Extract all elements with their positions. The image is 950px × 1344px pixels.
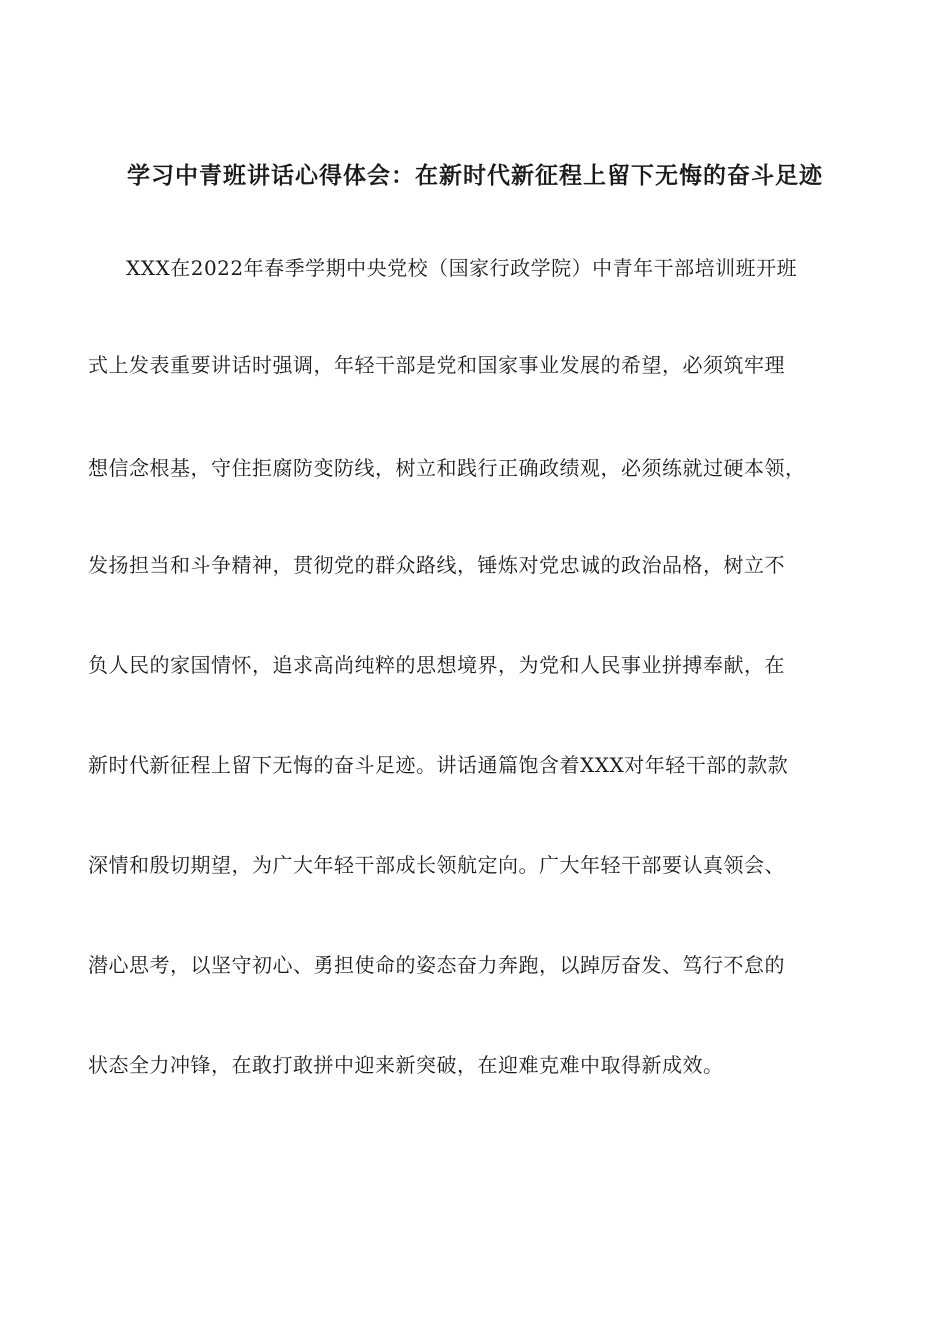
paragraph-line-2: 式上发表重要讲话时强调，年轻干部是党和国家事业发展的希望，必须筑牢理 (88, 353, 785, 377)
paragraph-line-4: 发扬担当和斗争精神，贯彻党的群众路线，锤炼对党忠诚的政治品格，树立不 (88, 553, 785, 577)
paragraph-line-9: 状态全力冲锋，在敢打敢拼中迎来新突破，在迎难克难中取得新成效。 (88, 1053, 724, 1077)
paragraph-line-5: 负人民的家国情怀，追求高尚纯粹的思想境界，为党和人民事业拼搏奉献，在 (88, 653, 785, 677)
paragraph-line-6: 新时代新征程上留下无悔的奋斗足迹。讲话通篇饱含着XXX对年轻干部的款款 (88, 753, 789, 777)
paragraph-line-3: 想信念根基，守住拒腐防变防线，树立和践行正确政绩观，必须练就过硬本领， (88, 456, 806, 480)
paragraph-line-7: 深情和殷切期望，为广大年轻干部成长领航定向。广大年轻干部要认真领会、 (88, 853, 785, 877)
document-title: 学习中青班讲话心得体会：在新时代新征程上留下无悔的奋斗足迹 (127, 163, 823, 189)
paragraph-line-8: 潜心思考，以坚守初心、勇担使命的姿态奋力奔跑，以踔厉奋发、笃行不怠的 (88, 953, 785, 977)
paragraph-line-1: XXX在2022年春季学期中央党校（国家行政学院）中青年干部培训班开班 (126, 256, 798, 280)
